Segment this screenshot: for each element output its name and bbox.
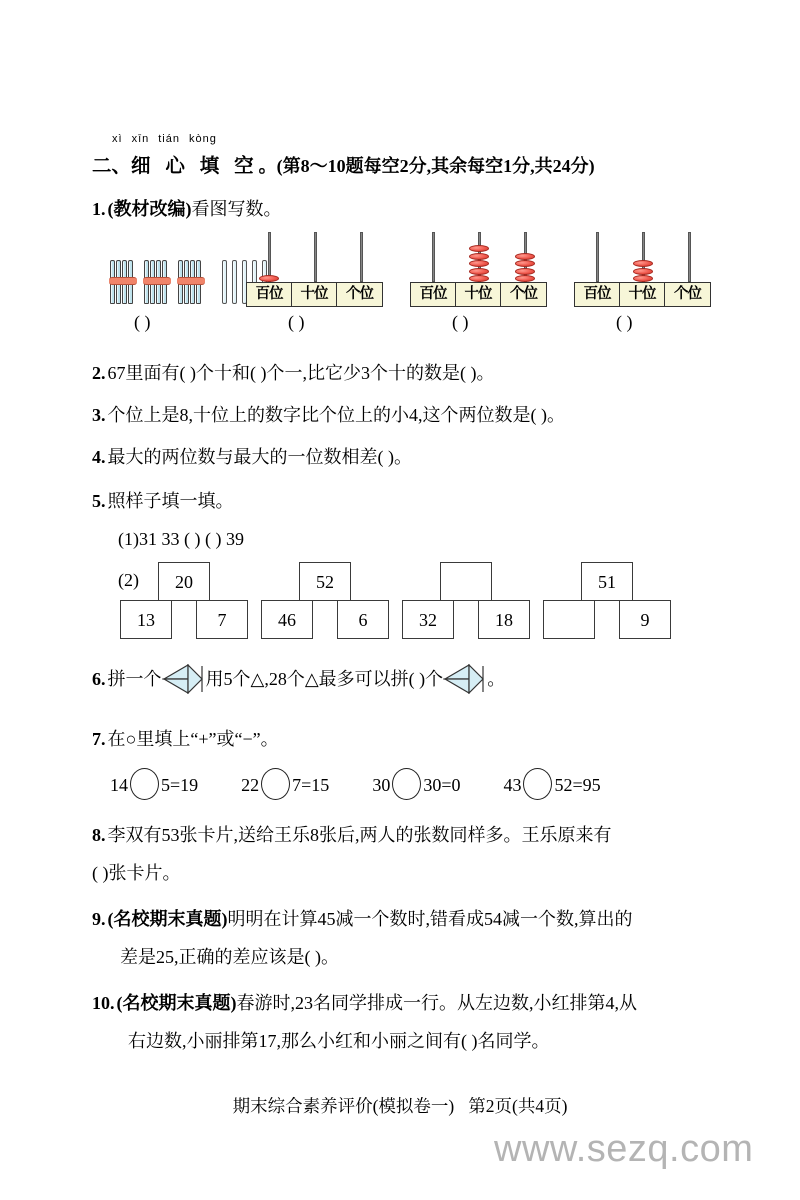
abacus-place-bar	[246, 282, 383, 307]
question-6-number: 6.	[92, 669, 106, 689]
place-label-hundreds: 百位	[575, 283, 620, 306]
question-8-text-line2[interactable]: ( )张卡片。	[92, 863, 181, 883]
question-2	[92, 360, 494, 386]
question-10-text-line1: 春游时,23名同学排成一行。从左边数,小红排第4,从	[236, 993, 637, 1013]
question-6	[92, 664, 505, 701]
equation-1-right: 5=19	[161, 775, 199, 795]
abacus-wire	[314, 232, 317, 282]
question-8-number: 8.	[92, 825, 106, 845]
box-group-1	[120, 562, 256, 642]
abacus-figure-3	[574, 232, 714, 306]
box-group-2	[261, 562, 397, 642]
equation-4-left: 43	[503, 775, 522, 795]
abacus-wire	[360, 232, 363, 282]
abacus-bead	[469, 245, 489, 252]
question-10-number: 10.	[92, 993, 115, 1013]
question-1-prompt: 看图写数。	[191, 199, 282, 219]
question-1-answer-blanks	[92, 312, 722, 338]
question-10-line2	[128, 1028, 550, 1054]
question-8-text-line1: 李双有53张卡片,送给王乐8张后,两人的张数同样多。王乐原来有	[107, 825, 612, 845]
abacus-bead	[469, 253, 489, 260]
abacus-bead	[515, 275, 535, 282]
place-label-tens: 十位	[620, 283, 665, 306]
question-9-text-line2[interactable]: 差是25,正确的差应该是( )。	[120, 947, 339, 967]
abacus-figure-2	[410, 232, 550, 306]
place-label-ones: 个位	[346, 286, 373, 302]
answer-blank-4[interactable]: ( )	[616, 312, 633, 332]
abacus-rod-ones	[502, 232, 548, 282]
box-group-3	[402, 562, 538, 642]
question-7-equations	[110, 768, 601, 800]
abacus-bead	[469, 275, 489, 282]
place-label-hundreds: 百位	[247, 283, 292, 306]
box-right[interactable]: 18	[478, 600, 530, 639]
page-footer	[0, 1093, 800, 1118]
question-1-number: 1.	[92, 199, 106, 219]
pinyin-syllable-4: kòng	[189, 133, 217, 145]
question-2-text: 67里面有( )个十和( )个一,比它少3个十的数是( )。	[107, 363, 495, 383]
question-9-tag: (名校期末真题)	[107, 909, 228, 929]
box-top[interactable]: 52	[299, 562, 351, 601]
question-9-number: 9.	[92, 909, 106, 929]
box-left[interactable]	[543, 600, 595, 639]
abacus-bead	[515, 253, 535, 260]
question-5-part1	[118, 526, 244, 552]
question-3-text: 个位上是8,十位上的数字比个位上的小4,这个两位数是( )。	[107, 405, 565, 425]
answer-blank-1[interactable]: ( )	[134, 312, 151, 332]
abacus-rod-hundreds	[246, 232, 292, 282]
equation-2-left: 22	[241, 775, 260, 795]
section-number: 二、	[92, 156, 132, 177]
place-label-ones: 个位	[510, 286, 537, 302]
abacus-rod-hundreds	[410, 232, 456, 282]
question-10-tag: (名校期末真题)	[116, 993, 237, 1013]
question-5-part1-sequence[interactable]: 31 33 ( ) ( ) 39	[139, 529, 244, 549]
question-9-text-line1: 明明在计算45减一个数时,错看成54减一个数,算出的	[227, 909, 633, 929]
box-left[interactable]: 46	[261, 600, 313, 639]
abacus-rod-tens	[456, 232, 502, 282]
section-score-note: 。(第8～10题每空2分,其余每空1分,共24分)	[258, 156, 595, 176]
box-top[interactable]	[440, 562, 492, 601]
question-1-text	[92, 196, 282, 222]
question-8-line1	[92, 822, 612, 848]
abacus-wire	[596, 232, 599, 282]
abacus-bead	[515, 268, 535, 275]
place-label-tens: 十位	[456, 283, 501, 306]
question-2-number: 2.	[92, 363, 106, 383]
stick-bundle	[178, 260, 204, 304]
site-watermark: www.sezq.com	[494, 1128, 754, 1170]
equation-4-right: 52=95	[554, 775, 601, 795]
abacus-rod-hundreds	[574, 232, 620, 282]
abacus-figure-1	[246, 232, 386, 306]
abacus-wire	[688, 232, 691, 282]
abacus-rod-ones	[666, 232, 712, 282]
abacus-rod-tens	[620, 232, 666, 282]
question-4-text: 最大的两位数与最大的一位数相差( )。	[107, 447, 412, 467]
equation-1-left: 14	[110, 775, 128, 795]
abacus-place-bar	[574, 282, 711, 307]
question-9-line1	[92, 906, 633, 932]
question-6-text-c: 。	[487, 669, 506, 689]
question-5-part2-label: (2)	[118, 570, 139, 590]
question-4-number: 4.	[92, 447, 106, 467]
equation-3-left: 30	[372, 775, 391, 795]
abacus-rod-tens	[292, 232, 338, 282]
question-7	[92, 726, 279, 752]
question-10-text-line2[interactable]: 右边数,小丽排第17,那么小红和小丽之间有( )名同学。	[128, 1031, 550, 1051]
operator-circle-4[interactable]	[523, 768, 552, 800]
question-5	[92, 488, 234, 514]
box-group-4	[543, 562, 679, 642]
abacus-bead	[259, 275, 279, 282]
fish-shape-icon	[162, 664, 206, 701]
box-left[interactable]: 32	[402, 600, 454, 639]
question-6-text-b: 用5个△,28个△最多可以拼( )个	[205, 669, 444, 689]
pinyin-syllable-3: tián	[158, 133, 180, 145]
abacus-bead	[469, 260, 489, 267]
footer-title: 期末综合素养评价(模拟卷一)	[232, 1096, 455, 1116]
footer-page-number: 第2页(共4页)	[468, 1096, 568, 1116]
question-5-box-groups	[120, 562, 720, 642]
question-4	[92, 444, 412, 470]
pinyin-syllable-1: xì	[112, 133, 123, 145]
pinyin-syllable-2: xīn	[131, 133, 150, 145]
box-top[interactable]: 20	[158, 562, 210, 601]
question-6-text-a: 拼一个	[107, 669, 162, 689]
question-7-number: 7.	[92, 729, 106, 749]
question-9-line2	[120, 944, 339, 970]
abacus-bead	[633, 260, 653, 267]
abacus-bead	[633, 275, 653, 282]
bundle-band	[177, 277, 205, 285]
question-8-line2	[92, 860, 181, 886]
fish-shape-icon-2	[443, 664, 487, 701]
abacus-bead	[469, 268, 489, 275]
box-top[interactable]: 51	[581, 562, 633, 601]
question-3-number: 3.	[92, 405, 106, 425]
stick-bundle	[110, 260, 136, 304]
place-label-hundreds: 百位	[411, 283, 456, 306]
box-right[interactable]: 9	[619, 600, 671, 639]
box-left[interactable]: 13	[120, 600, 172, 639]
equation-3-right: 30=0	[423, 775, 461, 795]
section-heading	[92, 150, 595, 178]
question-5-number: 5.	[92, 491, 106, 511]
place-label-ones: 个位	[674, 286, 701, 302]
answer-blank-2[interactable]: ( )	[288, 312, 305, 332]
place-label-tens: 十位	[292, 283, 337, 306]
equation-2-right: 7=15	[292, 775, 330, 795]
section-pinyin	[112, 133, 226, 145]
box-right[interactable]: 6	[337, 600, 389, 639]
bundle-band	[143, 277, 171, 285]
abacus-place-bar	[410, 282, 547, 307]
question-1-tag: (教材改编)	[107, 199, 192, 219]
operator-circle-1[interactable]	[130, 768, 159, 800]
operator-circle-3[interactable]	[392, 768, 421, 800]
question-7-text: 在○里填上“+”或“−”。	[107, 729, 279, 749]
stick-bundle	[144, 260, 170, 304]
question-1-figures	[92, 232, 722, 310]
bundle-band	[109, 277, 137, 285]
abacus-wire	[432, 232, 435, 282]
question-3	[92, 402, 565, 428]
question-5-text: 照样子填一填。	[107, 491, 234, 511]
abacus-bead	[515, 260, 535, 267]
answer-blank-3[interactable]: ( )	[452, 312, 469, 332]
question-5-part1-label: (1)	[118, 529, 139, 549]
section-title: 细 心 填 空	[131, 156, 259, 177]
abacus-bead	[633, 268, 653, 275]
abacus-rod-ones	[338, 232, 384, 282]
question-10-line1	[92, 990, 637, 1016]
operator-circle-2[interactable]	[261, 768, 290, 800]
box-right[interactable]: 7	[196, 600, 248, 639]
